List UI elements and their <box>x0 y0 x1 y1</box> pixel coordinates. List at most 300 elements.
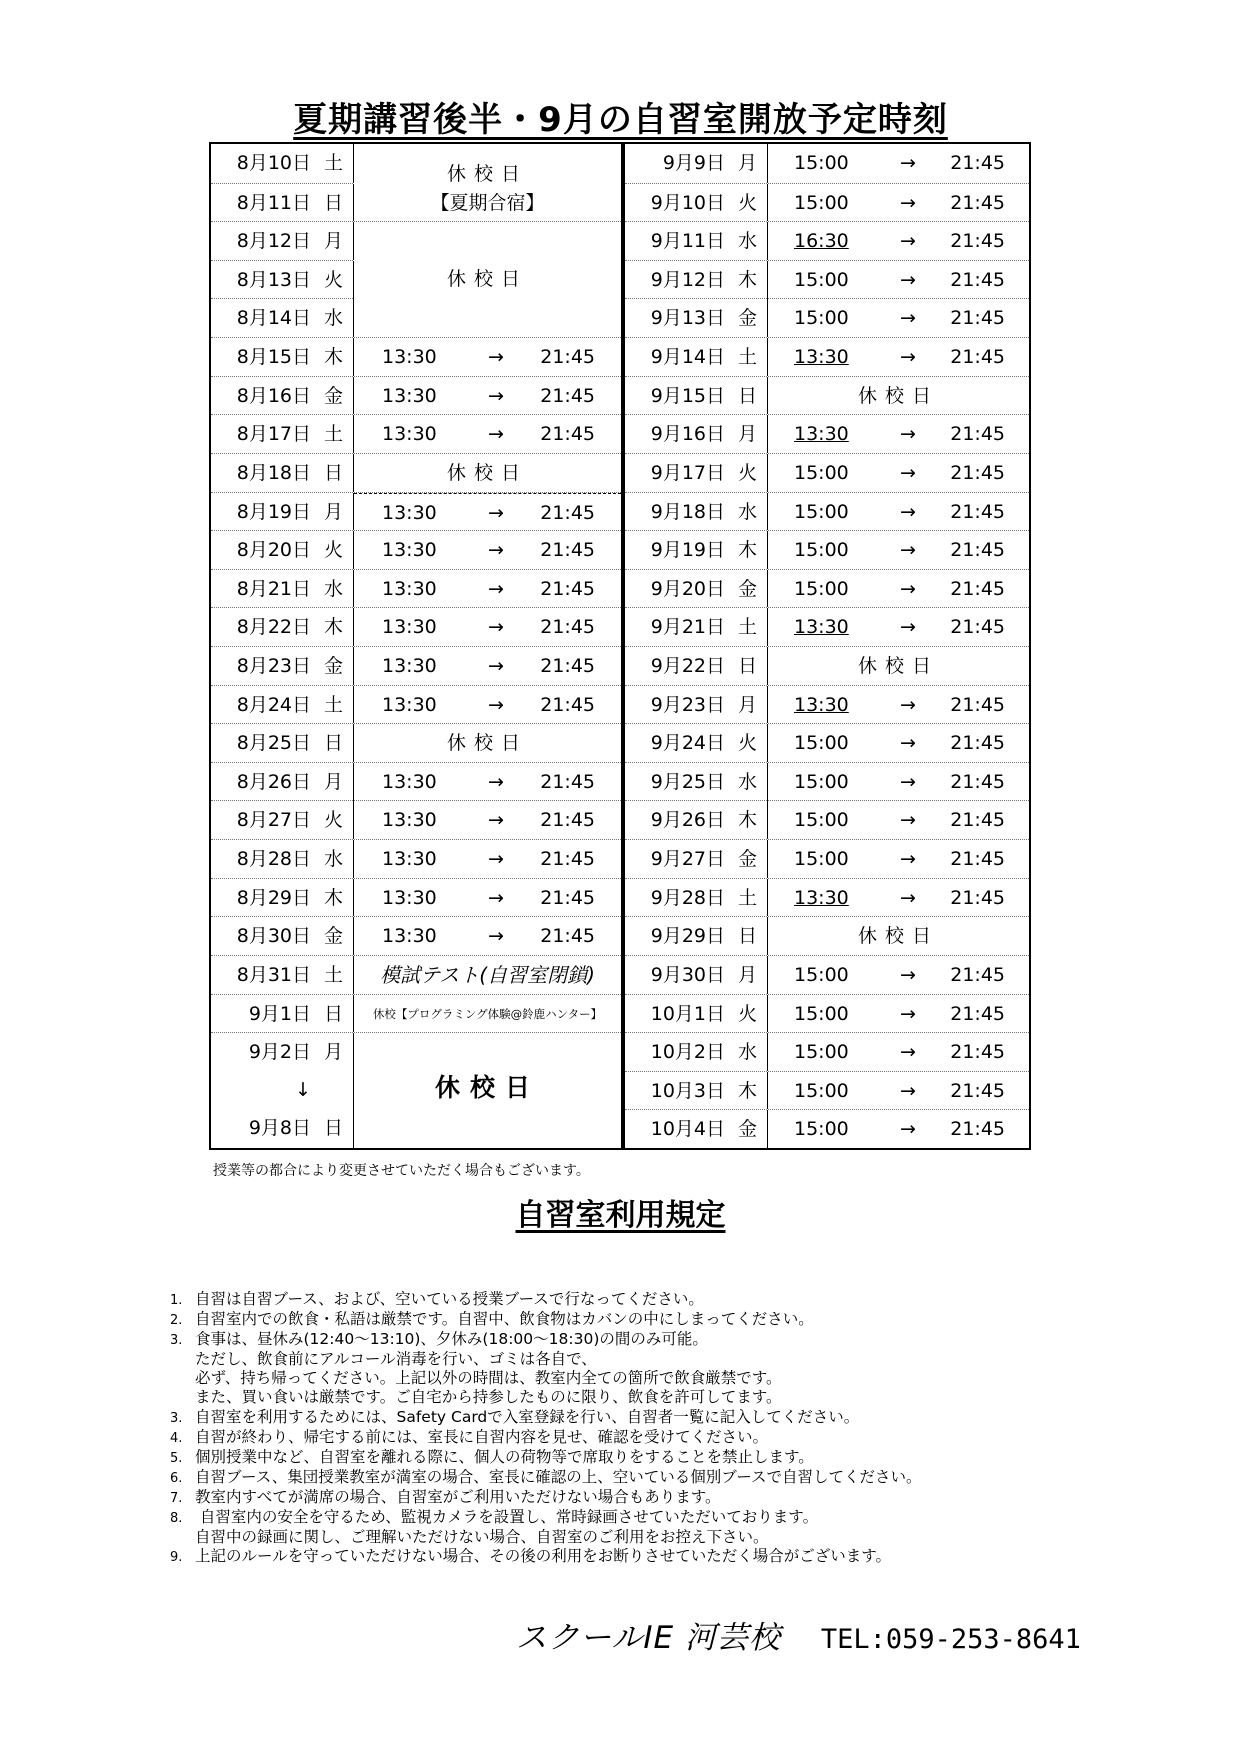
open-time: 15:00 <box>794 500 849 523</box>
hours-cell <box>768 647 1029 685</box>
date-text: 9月12日 <box>650 268 725 291</box>
rule-number: 2. <box>170 1313 183 1329</box>
arrow-icon: → <box>900 616 916 639</box>
date-cell <box>625 222 768 260</box>
date-cell <box>625 261 768 299</box>
date-text: 10月2日 <box>650 1041 725 1064</box>
schedule-row <box>211 530 621 569</box>
hours-cell <box>354 879 621 917</box>
rule-line <box>170 1508 1070 1528</box>
closed-label: 休校日 <box>434 1073 540 1103</box>
hours-cell <box>354 493 621 532</box>
rule-number: 7. <box>170 1490 183 1506</box>
hours-cell <box>768 686 1029 724</box>
rule-line <box>170 1408 1070 1428</box>
date-text: 10月1日 <box>650 1002 725 1025</box>
open-time: 13:30 <box>382 384 437 407</box>
open-time: 15:00 <box>794 577 849 600</box>
footer <box>516 1612 1081 1657</box>
weekday-text: 金 <box>737 848 757 871</box>
date-text: 8月31日 <box>236 963 311 986</box>
date-text: 8月21日 <box>236 577 311 600</box>
schedule-row <box>625 298 1029 337</box>
date-text: 9月11日 <box>650 230 725 253</box>
rule-line <box>170 1310 1070 1330</box>
close-time: 21:45 <box>950 848 1005 871</box>
schedule-row <box>625 800 1029 839</box>
date-cell <box>211 531 354 569</box>
schedule-table <box>209 142 1031 1150</box>
hours-cell <box>768 299 1029 337</box>
weekday-text: 土 <box>323 423 343 446</box>
schedule-row <box>211 762 621 801</box>
open-time: 13:30 <box>382 655 437 677</box>
date-text: 8月11日 <box>236 191 311 214</box>
close-time: 21:45 <box>950 616 1005 639</box>
schedule-row <box>211 569 621 608</box>
schedule-row <box>625 646 1029 685</box>
rules-list <box>170 1290 1070 1567</box>
open-time: 13:30 <box>382 848 437 871</box>
date-cell <box>211 686 354 724</box>
weekday-text: 木 <box>323 886 343 909</box>
arrow-icon: → <box>900 848 916 871</box>
rule-number: 4. <box>170 1430 183 1446</box>
arrow-icon: → <box>488 539 504 562</box>
hours-cell <box>768 1033 1029 1071</box>
arrow-icon: → <box>900 1041 916 1064</box>
date-cell <box>625 840 768 878</box>
special-label: 休校【プログラミング体験@鈴鹿ハンター】 <box>372 1006 603 1021</box>
schedule-row <box>625 453 1029 492</box>
date-text: 9月17日 <box>650 461 725 484</box>
weekday-text: 火 <box>737 1002 757 1025</box>
hours-cell <box>768 801 1029 839</box>
open-time: 15:00 <box>794 461 849 484</box>
weekday-text: 水 <box>737 230 757 253</box>
schedule-column-right <box>625 144 1029 1148</box>
closed-block <box>354 222 621 337</box>
rule-text: 自習室を利用するためには、Safety Cardで入室登録を行い、自習者一覧に記入してください。 <box>195 1407 860 1426</box>
weekday-text: 火 <box>737 191 757 214</box>
rule-text: 食事は、昼休み(12:40～13:10)、夕休み(18:00～18:30)の間のみ可能。 <box>195 1330 708 1349</box>
schedule-row <box>625 260 1029 299</box>
rule-line <box>170 1448 1070 1468</box>
date-cell <box>625 299 768 337</box>
rule-line <box>170 1488 1070 1508</box>
hours-cell <box>354 415 621 453</box>
date-cell <box>211 879 354 917</box>
open-time: 15:00 <box>794 770 849 793</box>
hours-cell <box>354 531 621 569</box>
hours-cell <box>354 608 621 646</box>
date-cell <box>211 570 354 608</box>
close-time: 21:45 <box>540 346 595 369</box>
arrow-icon: → <box>900 1079 916 1102</box>
rule-text: 自習中の録画に関し、ご理解いただけない場合、自習室のご利用をお控え下さい。 <box>195 1528 769 1547</box>
close-time: 21:45 <box>950 230 1005 253</box>
rule-line <box>170 1290 1070 1310</box>
open-time: 16:30 <box>794 230 849 253</box>
date-cell <box>211 995 354 1033</box>
close-time: 21:45 <box>950 809 1005 832</box>
arrow-icon: → <box>900 886 916 909</box>
schedule-row <box>625 685 1029 724</box>
date-cell <box>211 261 354 299</box>
arrow-icon: → <box>488 655 504 677</box>
rule-line <box>170 1547 1070 1567</box>
date-text: 9月24日 <box>650 732 725 755</box>
open-time: 15:00 <box>794 152 849 174</box>
schedule-row <box>211 337 621 376</box>
schedule-row <box>625 955 1029 994</box>
open-time: 13:30 <box>794 346 849 369</box>
closed-block <box>354 1033 621 1148</box>
hours-cell <box>768 608 1029 646</box>
weekday-text: 月 <box>737 423 757 446</box>
arrow-icon: → <box>900 423 916 446</box>
date-text: 9月8日 <box>248 1117 311 1140</box>
rule-text: 自習室内での飲食・私語は厳禁です。自習中、飲食物はカバンの中にしまってください。 <box>195 1310 814 1329</box>
weekday-text: 日 <box>323 1117 343 1140</box>
close-time: 21:45 <box>540 577 595 600</box>
date-text: 8月29日 <box>236 886 311 909</box>
weekday-text: 土 <box>737 886 757 909</box>
arrow-icon: → <box>488 384 504 407</box>
close-time: 21:45 <box>950 693 1005 716</box>
close-time: 21:45 <box>950 770 1005 793</box>
date-cell <box>211 377 354 415</box>
close-time: 21:45 <box>950 152 1005 174</box>
schedule-row <box>625 414 1029 453</box>
rule-line <box>170 1468 1070 1488</box>
schedule-row <box>625 723 1029 762</box>
schedule-row <box>625 1032 1029 1071</box>
hours-cell <box>354 917 621 955</box>
schedule-row <box>211 492 621 531</box>
hours-cell <box>354 763 621 801</box>
weekday-text: 月 <box>323 230 343 253</box>
close-time: 21:45 <box>540 925 595 948</box>
schedule-row <box>625 607 1029 646</box>
rule-text: 必ず、持ち帰ってください。上記以外の時間は、教室内全ての箇所で飲食厳禁です。 <box>195 1369 782 1388</box>
arrow-icon: → <box>900 152 916 174</box>
hours-cell <box>768 377 1029 415</box>
weekday-text: 土 <box>323 963 343 986</box>
hours-cell <box>768 415 1029 453</box>
arrow-icon: → <box>900 539 916 562</box>
schedule-row <box>625 376 1029 415</box>
date-cell <box>625 454 768 492</box>
open-time: 13:30 <box>382 809 437 832</box>
date-cell <box>211 763 354 801</box>
arrow-icon: → <box>488 423 504 446</box>
schedule-row <box>211 414 621 453</box>
date-cell <box>211 1109 354 1148</box>
date-text: 9月28日 <box>650 886 725 909</box>
open-time: 13:30 <box>382 616 437 639</box>
date-text: ↓ <box>295 1078 311 1101</box>
date-text: 8月30日 <box>236 925 311 948</box>
hours-cell <box>768 531 1029 569</box>
date-cell <box>211 415 354 453</box>
date-cell <box>211 956 354 994</box>
date-cell <box>625 531 768 569</box>
date-cell <box>211 724 354 762</box>
close-time: 21:45 <box>540 809 595 832</box>
weekday-text: 日 <box>323 1002 343 1025</box>
date-cell <box>625 724 768 762</box>
arrow-icon: → <box>488 577 504 600</box>
hours-cell <box>768 570 1029 608</box>
date-text: 8月16日 <box>236 384 311 407</box>
open-time: 13:30 <box>382 770 437 793</box>
arrow-icon: → <box>488 809 504 832</box>
open-time: 15:00 <box>794 1079 849 1102</box>
arrow-icon: → <box>488 886 504 909</box>
weekday-text: 金 <box>737 1118 757 1141</box>
rule-number: 3. <box>170 1410 183 1426</box>
schedule-row <box>211 376 621 415</box>
schedule-column-left <box>211 144 621 1148</box>
schedule-row <box>625 183 1029 222</box>
rule-number: 5. <box>170 1450 183 1466</box>
close-time: 21:45 <box>950 1079 1005 1102</box>
date-text: 9月26日 <box>650 809 725 832</box>
hours-cell <box>768 144 1029 183</box>
close-time: 21:45 <box>540 539 595 562</box>
date-cell <box>625 184 768 222</box>
date-cell <box>625 493 768 531</box>
summer-camp-block <box>354 145 621 221</box>
hours-cell <box>768 995 1029 1033</box>
date-text: 8月14日 <box>236 307 311 330</box>
weekday-text: 月 <box>323 1041 343 1064</box>
close-time: 21:45 <box>950 461 1005 484</box>
hours-cell <box>354 686 621 724</box>
weekday-text: 日 <box>737 655 757 677</box>
open-time: 15:00 <box>794 539 849 562</box>
date-cell <box>211 493 354 531</box>
date-text: 9月20日 <box>650 577 725 600</box>
date-cell <box>625 377 768 415</box>
rule-text: ただし、飲食前にアルコール消毒を行い、ゴミは各自で、 <box>195 1350 597 1369</box>
special-label: 模試テスト(自習室閉鎖) <box>380 962 595 987</box>
close-time: 21:45 <box>950 500 1005 523</box>
closed-label: 休校日 <box>857 925 939 948</box>
closed-label: 休校日 <box>446 163 528 185</box>
schedule-row <box>211 607 621 646</box>
date-text: 9月23日 <box>650 693 725 716</box>
rule-number: 8. <box>170 1511 183 1527</box>
date-text: 8月19日 <box>236 500 311 523</box>
rule-number: 6. <box>170 1470 183 1486</box>
date-text: 9月2日 <box>248 1041 311 1064</box>
weekday-text: 木 <box>737 809 757 832</box>
open-time: 13:30 <box>794 886 849 909</box>
weekday-text: 月 <box>737 693 757 716</box>
date-text: 9月22日 <box>650 655 725 677</box>
weekday-text: 日 <box>323 732 343 755</box>
hours-cell <box>768 1072 1029 1110</box>
date-cell <box>625 338 768 376</box>
arrow-icon: → <box>488 616 504 639</box>
weekday-text: 金 <box>737 307 757 330</box>
weekday-text: 木 <box>323 616 343 639</box>
weekday-text: 金 <box>323 925 343 948</box>
weekday-text: 金 <box>323 384 343 407</box>
closed-label: 休校日 <box>857 384 939 407</box>
date-cell <box>625 956 768 994</box>
hours-cell <box>768 724 1029 762</box>
date-cell <box>625 415 768 453</box>
date-text: 9月21日 <box>650 616 725 639</box>
weekday-text: 月 <box>323 500 343 523</box>
date-text: 8月26日 <box>236 770 311 793</box>
close-time: 21:45 <box>950 268 1005 291</box>
date-text: 9月10日 <box>650 191 725 214</box>
close-time: 21:45 <box>950 963 1005 986</box>
open-time: 15:00 <box>794 191 849 214</box>
arrow-icon: → <box>900 230 916 253</box>
hours-cell <box>354 377 621 415</box>
weekday-text: 日 <box>737 925 757 948</box>
close-time: 21:45 <box>540 501 595 524</box>
weekday-text: 水 <box>323 577 343 600</box>
date-text: 8月17日 <box>236 423 311 446</box>
rule-number: 3. <box>170 1333 183 1349</box>
open-time: 15:00 <box>794 1118 849 1141</box>
date-text: 8月24日 <box>236 693 311 716</box>
schedule-row <box>625 1109 1029 1148</box>
date-cell <box>625 570 768 608</box>
date-cell <box>211 801 354 839</box>
schedule-row <box>625 762 1029 801</box>
arrow-icon: → <box>488 848 504 871</box>
hours-cell <box>768 222 1029 260</box>
date-text: 10月3日 <box>650 1079 725 1102</box>
rule-text: 上記のルールを守っていただけない場合、その後の利用をお断りさせていただく場合がございます。 <box>195 1547 891 1566</box>
close-time: 21:45 <box>540 848 595 871</box>
arrow-icon: → <box>900 1118 916 1141</box>
date-text: 9月13日 <box>650 307 725 330</box>
schedule-row <box>211 839 621 878</box>
date-text: 9月9日 <box>662 152 725 174</box>
weekday-text: 水 <box>737 1041 757 1064</box>
arrow-icon: → <box>900 268 916 291</box>
closed-label: 休校日 <box>446 268 528 291</box>
date-cell <box>625 763 768 801</box>
date-cell <box>625 647 768 685</box>
schedule-row <box>625 492 1029 531</box>
weekday-text: 木 <box>737 268 757 291</box>
date-cell <box>625 917 768 955</box>
date-cell <box>625 686 768 724</box>
date-cell <box>211 1071 354 1110</box>
hours-cell <box>768 1110 1029 1148</box>
open-time: 15:00 <box>794 848 849 871</box>
date-text: 8月22日 <box>236 616 311 639</box>
close-time: 21:45 <box>950 1118 1005 1141</box>
arrow-icon: → <box>900 809 916 832</box>
date-cell <box>625 995 768 1033</box>
arrow-icon: → <box>488 346 504 369</box>
close-time: 21:45 <box>540 770 595 793</box>
close-time: 21:45 <box>950 307 1005 330</box>
weekday-text: 土 <box>737 346 757 369</box>
arrow-icon: → <box>900 770 916 793</box>
rule-text: 個別授業中など、自習室を離れる際に、個人の荷物等で席取りをすることを禁止します。 <box>195 1447 814 1466</box>
arrow-icon: → <box>488 925 504 948</box>
arrow-icon: → <box>900 346 916 369</box>
hours-cell <box>354 956 621 994</box>
closed-label: 休校日 <box>857 655 939 677</box>
hours-cell <box>768 879 1029 917</box>
schedule-row <box>211 723 621 762</box>
hours-cell <box>354 454 621 492</box>
hours-cell <box>768 493 1029 531</box>
closed-label: 休校日 <box>446 732 528 755</box>
close-time: 21:45 <box>950 886 1005 909</box>
date-text: 9月27日 <box>650 848 725 871</box>
arrow-icon: → <box>900 461 916 484</box>
hours-cell <box>768 338 1029 376</box>
weekday-text: 土 <box>323 693 343 716</box>
date-text: 9月16日 <box>650 423 725 446</box>
date-cell <box>625 608 768 646</box>
open-time: 13:30 <box>794 423 849 446</box>
rule-line <box>170 1369 1070 1388</box>
weekday-text: 日 <box>737 384 757 407</box>
date-cell <box>625 1110 768 1148</box>
date-cell <box>625 1033 768 1071</box>
date-cell <box>211 222 354 260</box>
schedule-row <box>625 994 1029 1033</box>
arrow-icon: → <box>488 501 504 524</box>
weekday-text: 木 <box>737 539 757 562</box>
close-time: 21:45 <box>950 539 1005 562</box>
rule-line <box>170 1528 1070 1547</box>
date-text: 8月15日 <box>236 346 311 369</box>
rule-number: 1. <box>170 1293 183 1308</box>
close-time: 21:45 <box>540 693 595 716</box>
phone-number: TEL:059-253-8641 <box>820 1624 1081 1655</box>
hours-cell <box>768 763 1029 801</box>
close-time: 21:45 <box>540 616 595 639</box>
rule-text: また、買い食いは厳禁です。ご自宅から持参したものに限り、飲食を許可してます。 <box>195 1388 782 1407</box>
weekday-text: 月 <box>737 152 757 174</box>
weekday-text: 金 <box>323 655 343 677</box>
date-text: 8月25日 <box>236 732 311 755</box>
schedule-row <box>625 1071 1029 1110</box>
rule-text: 自習ブース、集団授業教室が満室の場合、室長に確認の上、空いている個別ブースで自習してください。 <box>195 1467 922 1486</box>
open-time: 15:00 <box>794 809 849 832</box>
date-cell <box>211 184 354 222</box>
close-time: 21:45 <box>540 886 595 909</box>
weekday-text: 木 <box>737 1079 757 1102</box>
rule-text: 教室内すべてが満席の場合、自習室がご利用いただけない場合もあります。 <box>195 1487 721 1506</box>
date-text: 9月25日 <box>650 770 725 793</box>
close-time: 21:45 <box>540 384 595 407</box>
open-time: 15:00 <box>794 268 849 291</box>
date-text: 9月19日 <box>650 539 725 562</box>
weekday-text: 火 <box>323 268 343 291</box>
schedule-row <box>625 878 1029 917</box>
date-cell <box>211 840 354 878</box>
weekday-text: 水 <box>737 500 757 523</box>
open-time: 13:30 <box>382 423 437 446</box>
hours-cell <box>768 261 1029 299</box>
